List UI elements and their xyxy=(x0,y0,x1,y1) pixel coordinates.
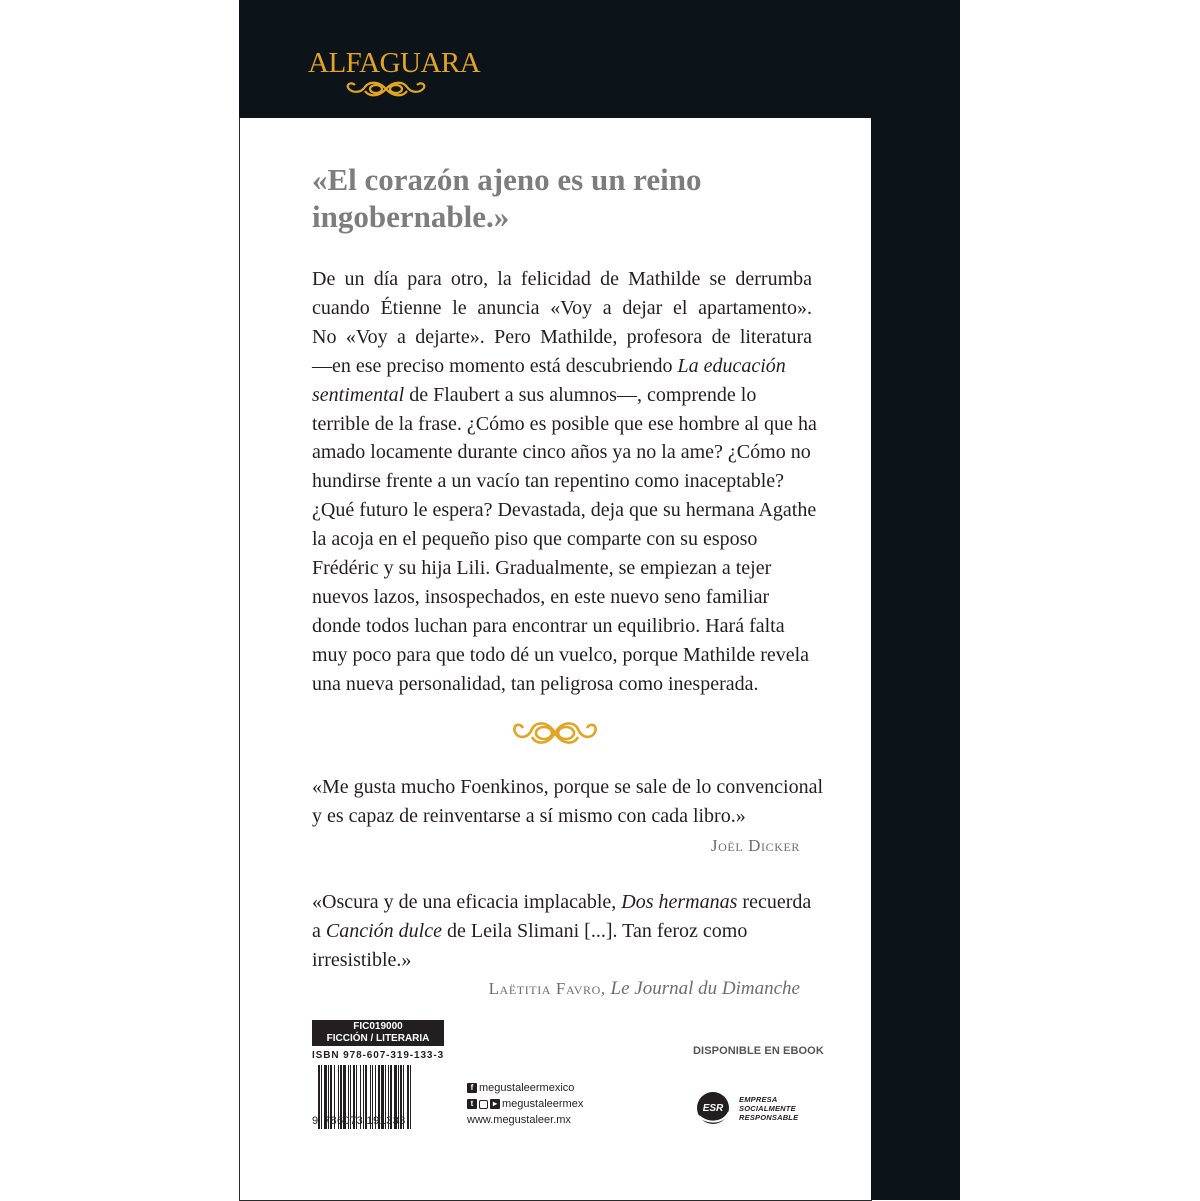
separator: , xyxy=(600,979,611,998)
synopsis-line: nuevos lazos, insospechados, en este nuevo seno familiar xyxy=(312,585,770,608)
facebook-icon: f xyxy=(467,1083,477,1093)
barcode-bar xyxy=(318,1065,320,1129)
esr-logo xyxy=(693,1088,798,1128)
bisac-label xyxy=(312,1020,444,1046)
ornament-divider-icon xyxy=(510,717,600,749)
quote-line: y es capaz de reinventarse a sí mismo con cada libro.» xyxy=(312,805,746,827)
book-title: La educación xyxy=(677,354,786,377)
synopsis-text: de Flaubert a sus alumnos—, comprende lo xyxy=(404,383,757,406)
ornament-icon xyxy=(341,79,431,99)
social-handle: megustaleermex xyxy=(502,1098,584,1110)
esr-line: EMPRESA xyxy=(739,1094,778,1104)
synopsis-text: —en ese preciso momento está descubriendo xyxy=(312,354,678,377)
synopsis-line: la acoja en el pequeño piso que comparte con su esposo xyxy=(312,528,758,551)
synopsis-line xyxy=(312,381,812,410)
quote-text: de Leila Slimani [...]. Tan feroz como xyxy=(441,920,748,942)
social-handles[interactable] xyxy=(467,1098,583,1110)
quote-line xyxy=(312,888,812,917)
youtube-icon: ▸ xyxy=(490,1099,500,1109)
synopsis-line: No «Voy a dejarte». Pero Mathilde, profesora de literatura xyxy=(312,325,812,348)
isbn-label: ISBN 978-607-319-133-3 xyxy=(312,1050,445,1061)
quote-line: «Me gusta mucho Foenkinos, porque se sale de lo convencional xyxy=(312,776,823,798)
barcode-digits: 786073 191333 xyxy=(324,1115,406,1127)
esr-mark: ESR xyxy=(702,1103,724,1114)
synopsis-line: donde todos luchan para encontrar un equilibrio. Hará falta xyxy=(312,614,785,637)
synopsis-line: ¿Qué futuro le espera? Devastada, deja que su hermana Agathe xyxy=(312,499,817,522)
review-quote-1 xyxy=(312,773,823,831)
spine xyxy=(871,0,960,1200)
publisher-name: ALFAGUARA xyxy=(308,47,481,79)
headline-quote xyxy=(312,161,812,235)
esr-text xyxy=(739,1095,798,1122)
author-name: Laëtitia Favro xyxy=(488,979,601,998)
quote-line xyxy=(312,917,800,946)
esr-icon xyxy=(693,1088,733,1128)
synopsis-line: muy poco para que todo dé un vuelco, porque Mathilde revela xyxy=(312,643,810,666)
synopsis-line: cuando Étienne le anuncia «Voy a dejar el apartamento». xyxy=(312,296,812,319)
barcode-bar xyxy=(321,1065,322,1129)
quote-text: recuerda xyxy=(737,891,812,913)
synopsis-line: una nueva personalidad, tan peligrosa como inesperada. xyxy=(312,672,759,695)
quote-text: «Oscura y de una eficacia implacable, xyxy=(312,891,622,913)
website-link[interactable]: www.megustaleer.mx xyxy=(467,1114,571,1126)
book-title: Canción dulce xyxy=(325,920,442,942)
twitter-icon: t xyxy=(467,1099,477,1109)
synopsis-line: Frédéric y su hija Lili. Gradualmente, se empiezan a tejer xyxy=(312,557,772,580)
esr-line: RESPONSABLE xyxy=(739,1112,799,1122)
book-title: sentimental xyxy=(312,383,405,406)
headline-line: «El corazón ajeno es un reino xyxy=(312,162,702,197)
quote-line: irresistible.» xyxy=(312,949,412,971)
review-quote-2 xyxy=(312,888,812,975)
synopsis-line xyxy=(312,352,812,381)
headline-line: ingobernable.» xyxy=(312,199,510,234)
quote-text: a xyxy=(312,920,326,942)
synopsis xyxy=(312,265,817,699)
synopsis-line: De un día para otro, la felicidad de Mathilde se derrumba xyxy=(312,268,812,290)
facebook-handle: megustaleermexico xyxy=(479,1082,575,1094)
barcode-first-digit: 9 xyxy=(312,1115,319,1127)
quote-author xyxy=(489,978,800,1000)
instagram-icon xyxy=(479,1100,488,1109)
book-title: Dos hermanas xyxy=(621,891,738,913)
ebook-availability: DISPONIBLE EN EBOOK xyxy=(693,1045,824,1057)
synopsis-line: hundirse frente a un vacío tan repentino como inaceptable? xyxy=(312,470,785,493)
esr-line: SOCIALMENTE xyxy=(739,1103,796,1113)
publisher-logo xyxy=(308,47,481,99)
bisac-code: FIC019000 xyxy=(353,1021,403,1032)
synopsis-line: amado locamente durante cinco años ya no la ame? ¿Cómo no xyxy=(312,441,811,464)
publication-name: Le Journal du Dimanche xyxy=(610,978,800,999)
social-facebook[interactable] xyxy=(467,1082,574,1094)
quote-author: Joël Dicker xyxy=(710,836,800,855)
bisac-category: FICCIÓN / LITERARIA xyxy=(326,1033,430,1044)
synopsis-line: terrible de la frase. ¿Cómo es posible que ese hombre al que ha xyxy=(312,412,817,435)
